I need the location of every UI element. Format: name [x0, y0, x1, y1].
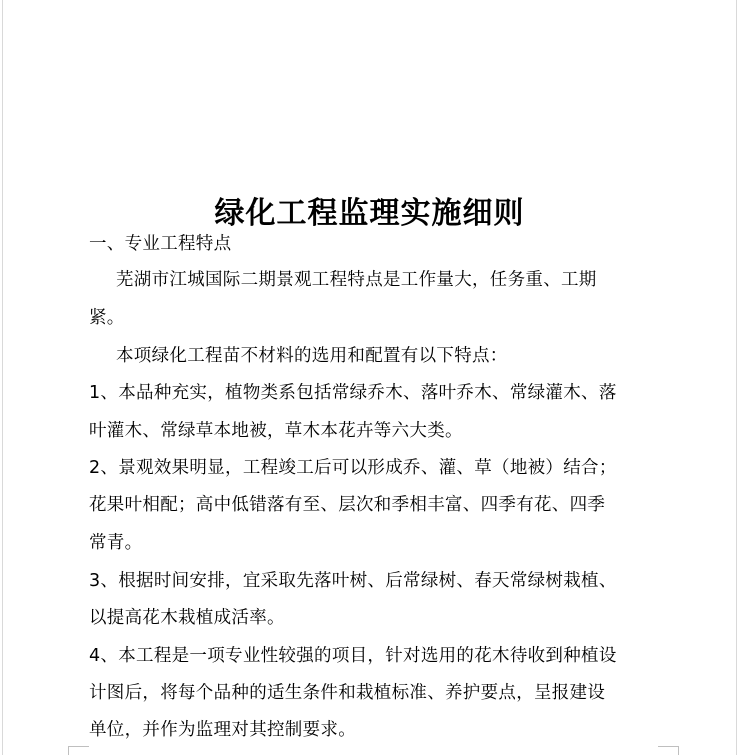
list-item-line: 叶灌木、常绿草本地被，草木本花卉等六大类。 — [89, 421, 463, 441]
list-item-line: 花果叶相配；高中低错落有至、层次和季相丰富、四季有花、四季 — [89, 495, 606, 515]
list-item-line: 以提高花木栽植成活率。 — [89, 608, 285, 628]
paragraph-line: 芜湖市江城国际二期景观工程特点是工作量大，任务重、工期 — [116, 270, 597, 290]
page-edge-right — [736, 0, 737, 755]
paragraph-line: 紧。 — [89, 308, 125, 328]
list-item-line: 1、本品种充实，植物类系包括常绿乔木、落叶乔木、常绿灌木、落 — [89, 383, 617, 403]
list-item-line: 计图后，将每个品种的适生条件和栽植标准、养护要点，呈报建设 — [89, 683, 606, 703]
section-heading: 一、专业工程特点 — [89, 234, 232, 254]
list-item-line: 单位，并作为监理对其控制要求。 — [89, 720, 356, 740]
list-item-line: 常青。 — [89, 533, 143, 553]
document-title: 绿化工程监理实施细则 — [214, 196, 525, 231]
page-corner-mark-left — [68, 746, 89, 755]
page-corner-mark-right — [658, 746, 679, 755]
list-item-line: 4、本工程是一项专业性较强的项目，针对选用的花木待收到种植设 — [89, 646, 617, 666]
paragraph-line: 本项绿化工程苗不材料的选用和配置有以下特点： — [116, 346, 508, 366]
list-item-line: 3、根据时间安排，宜采取先落叶树、后常绿树、春天常绿树栽植、 — [89, 571, 617, 591]
page-edge-left — [2, 0, 3, 755]
list-item-line: 2、景观效果明显，工程竣工后可以形成乔、灌、草（地被）结合； — [89, 458, 617, 478]
